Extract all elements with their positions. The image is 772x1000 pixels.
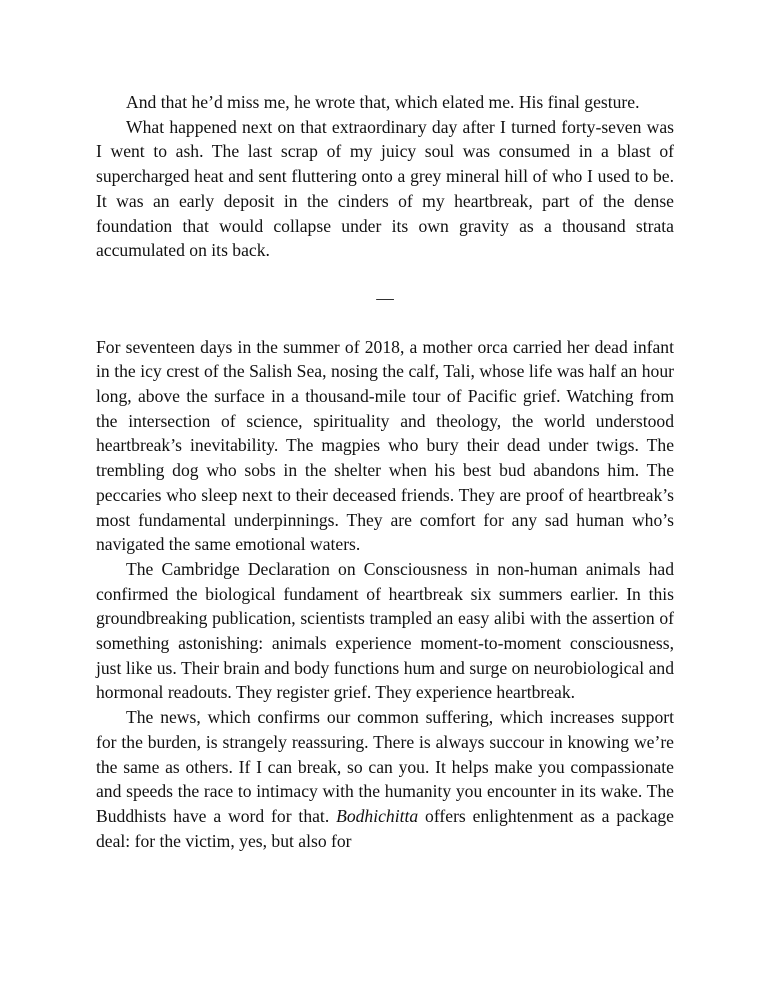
bodhichitta-term: Bodhichitta (336, 805, 419, 826)
paragraph-final-gesture: And that he’d miss me, he wrote that, which elated me. His final gesture. (126, 92, 640, 112)
paragraph-cambridge-declaration: The Cambridge Declaration on Consciousness in non-human animals had confirmed the biological fundament of heartbreak six summers earlier. In this groundbreaking publication, scientists trampled an easy alibi with the assertion of something astonishing: animals experience moment-to-moment consciousness, just like us. Their brain and body functions hum and surge on neurobiological and hormonal readouts. They register grief. They experience heartbreak. (96, 558, 674, 703)
section-divider: — (376, 287, 394, 308)
paragraph-went-to-ash: What happened next on that extraordinary day after I turned forty-seven was I went to ash. The last scrap of my juicy soul was consumed in a blast of supercharged heat and sent fluttering onto a grey mineral hill of who I used to be. It was an early deposit in the cinders of my heartbreak, part of the dense foundation that would collapse under its own gravity as a thousand strata accumulated on its back. (96, 116, 674, 261)
paragraph-bodhichitta-start: The news, which confirms our common suffering, which increases support for the burden, is strangely reassuring. There is always succour in knowing we’re the same as others. If I can break, so can you. It helps make you compassionate and speeds the race to intimacy with the humanity you encounter in its wake. The Buddhists have a word for that. (96, 707, 674, 826)
paragraph-bodhichitta-end: offers enlightenment as a package deal: for the victim, yes, but also for (96, 805, 674, 851)
document-page (96, 90, 674, 853)
paragraph-bodhichitta (96, 705, 674, 853)
paragraph-orca: For seventeen days in the summer of 2018, a mother orca carried her dead infant in the icy crest of the Salish Sea, nosing the calf, Tali, whose life was half an hour long, above the surface in a thousand-mile tour of Pacific grief. Watching from the intersection of science, spirituality and theology, the world understood heartbreak’s inevitability. The magpies who bury their dead under twigs. The trembling dog who sobs in the shelter when his best bud abandons him. The peccaries who sleep next to their deceased friends. They are proof of heartbreak’s most fundamental underpinnings. They are comfort for any sad human who’s navigated the same emotional waters. (96, 336, 674, 555)
